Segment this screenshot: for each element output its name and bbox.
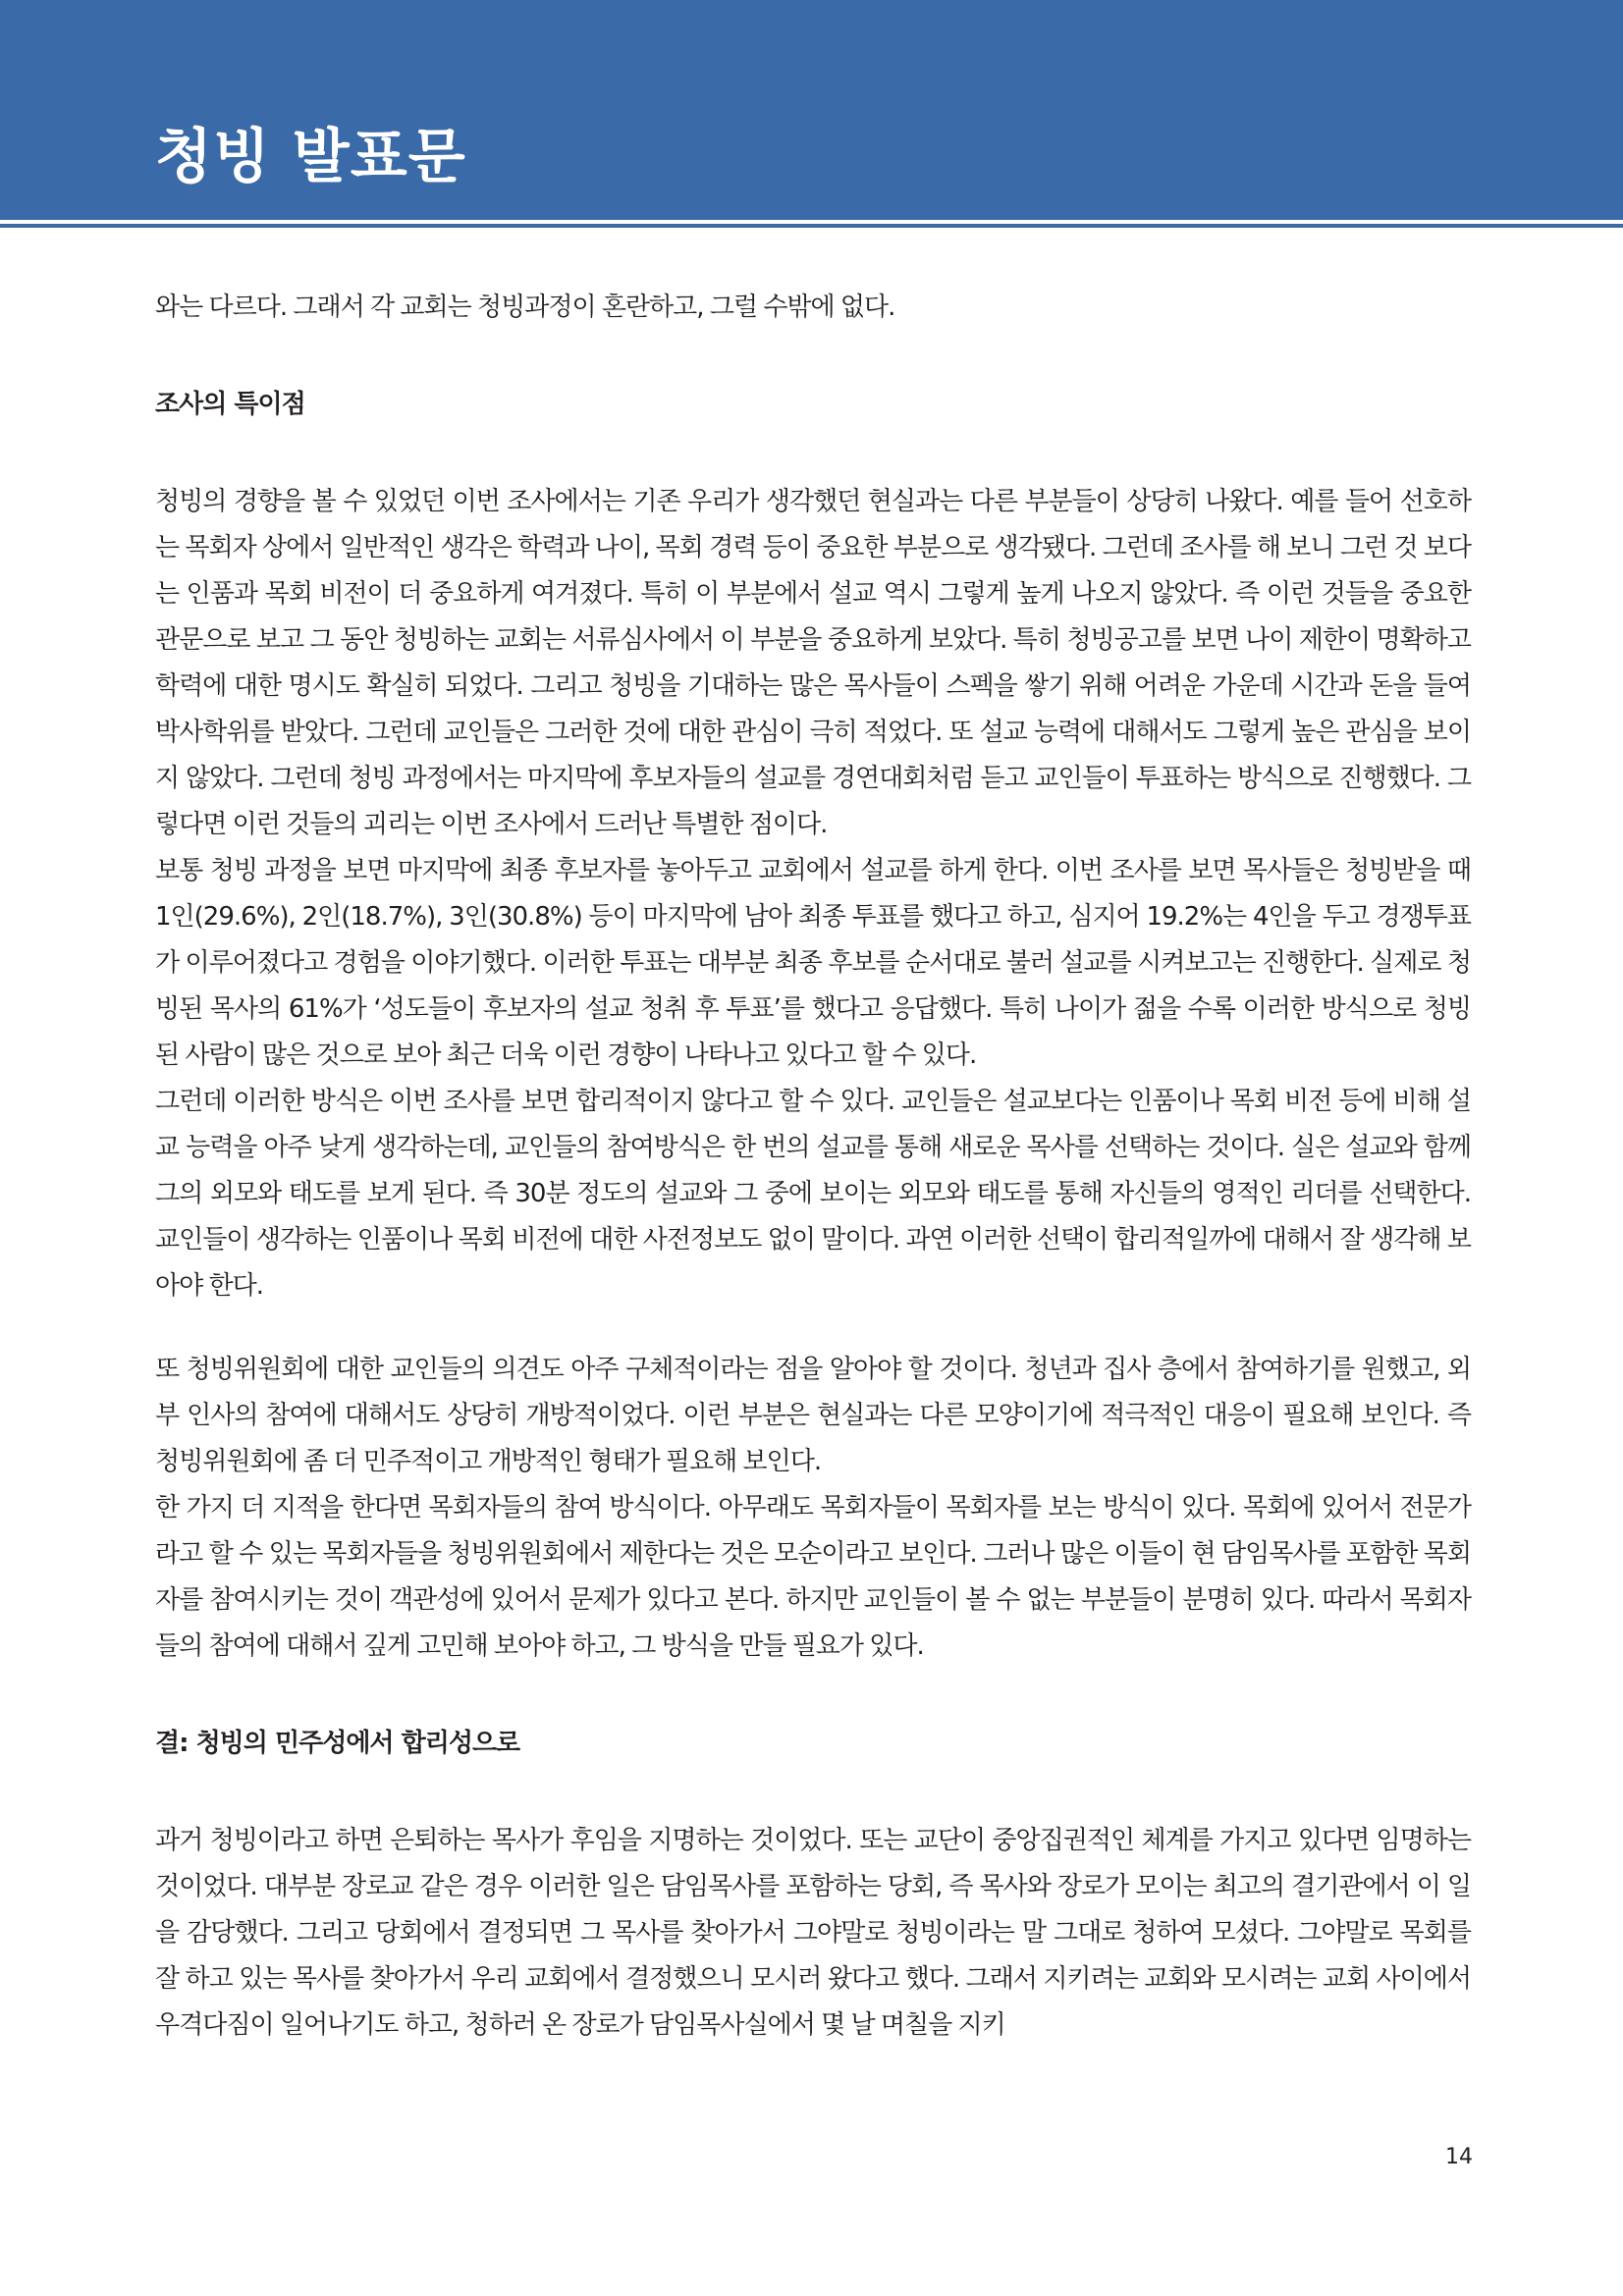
section-heading-conclusion: 결: 청빙의 민주성에서 합리성으로 bbox=[155, 1729, 520, 1758]
paragraph: 과거 청빙이라고 하면 은퇴하는 목사가 후임을 지명하는 것이었다. 또는 교단이 중앙집권적인 체계를 가지고 있다면 임명하는 것이었다. 대부분 장로교 같은 경우 이러한 일은 담임목사를 포함하는 당회, 즉 목사와 장로가 모이는 최고의 결기관에서 이 일을 감당했다. 그리고 당회에서 결정되면 그 목사를 찾아가서 그야말로 청빙이라는 말 그대로 청하여 모셨다. 그야말로 목회를 잘 하고 있는 목사를 찾아가서 우리 교회에서 결정했으니 모시러 왔다고 했다. 그래서 지키려는 교회와 모시려는 교회 사이에서 우격다짐이 일어나기도 하고, 청하러 온 장로가 담임목사실에서 몇 날 며칠을 지키 bbox=[155, 1826, 1471, 2040]
paragraph: 한 가지 더 지적을 한다면 목회자들의 참여 방식이다. 아무래도 목회자들이 목회자를 보는 방식이 있다. 목회에 있어서 전문가라고 할 수 있는 목회자들을 청빙위원회에서 제한다는 것은 모순이라고 보인다. 그러나 많은 이들이 현 담임목사를 포함한 목회자를 참여시키는 것이 객관성에 있어서 문제가 있다고 본다. 하지만 교인들이 볼 수 없는 부분들이 분명히 있다. 따라서 목회자들의 참여에 대해서 깊게 고민해 보아야 하고, 그 방식을 만들 필요가 있다. bbox=[155, 1493, 1471, 1661]
page-number: 14 bbox=[1445, 2145, 1473, 2169]
page-title: 청빙 발표문 bbox=[155, 123, 466, 191]
header-divider-thin bbox=[0, 224, 1623, 228]
paragraph: 그런데 이러한 방식은 이번 조사를 보면 합리적이지 않다고 할 수 있다. 교인들은 설교보다는 인품이나 목회 비전 등에 비해 설교 능력을 아주 낮게 생각하는데, 교인들의 참여방식은 한 번의 설교를 통해 새로운 목사를 선택하는 것이다. 실은 설교와 함께 그의 외모와 태도를 보게 된다. 즉 30분 정도의 설교와 그 중에 보이는 외모와 태도를 통해 자신들의 영적인 리더를 선택한다. 교인들이 생각하는 인품이나 목회 비전에 대한 사전정보도 없이 말이다. 과연 이러한 선택이 합리적일까에 대해서 잘 생각해 보아야 한다. bbox=[155, 1087, 1471, 1301]
header-band bbox=[0, 0, 1623, 212]
document-body bbox=[155, 285, 1471, 2049]
paragraph: 또 청빙위원회에 대한 교인들의 의견도 아주 구체적이라는 점을 알아야 할 것이다. 청년과 집사 층에서 참여하기를 원했고, 외부 인사의 참여에 대해서도 상당히 개방적이었다. 이런 부분은 현실과는 다른 모양이기에 적극적인 대응이 필요해 보인다. 즉 청빙위원회에 좀 더 민주적이고 개방적인 형태가 필요해 보인다. bbox=[155, 1355, 1471, 1476]
intro-line: 와는 다르다. 그래서 각 교회는 청빙과정이 혼란하고, 그럴 수밖에 없다. bbox=[155, 293, 895, 322]
section-heading-findings: 조사의 특이점 bbox=[155, 390, 305, 419]
paragraph: 보통 청빙 과정을 보면 마지막에 최종 후보자를 놓아두고 교회에서 설교를 하게 한다. 이번 조사를 보면 목사들은 청빙받을 때 1인(29.6%), 2인(18.7%), 3인(30.8%) 등이 마지막에 남아 최종 투표를 했다고 하고, 심지어 19.2%는 4인을 두고 경쟁투표가 이루어졌다고 경험을 이야기했다. 이러한 투표는 대부분 최종 후보를 순서대로 불러 설교를 시켜보고는 진행한다. 실제로 청빙된 목사의 61%가 ‘성도들이 후보자의 설교 청취 후 투표’를 했다고 응답했다. 특히 나이가 젊을 수록 이러한 방식으로 청빙된 사람이 많은 것으로 보아 최근 더욱 이런 경향이 나타나고 있다고 할 수 있다. bbox=[155, 856, 1471, 1070]
header-divider-thick bbox=[0, 212, 1623, 220]
paragraph: 청빙의 경향을 볼 수 있었던 이번 조사에서는 기존 우리가 생각했던 현실과는 다른 부분들이 상당히 나왔다. 예를 들어 선호하는 목회자 상에서 일반적인 생각은 학력과 나이, 목회 경력 등이 중요한 부분으로 생각됐다. 그런데 조사를 해 보니 그런 것 보다는 인품과 목회 비전이 더 중요하게 여겨졌다. 특히 이 부분에서 설교 역시 그렇게 높게 나오지 않았다. 즉 이런 것들을 중요한 관문으로 보고 그 동안 청빙하는 교회는 서류심사에서 이 부분을 중요하게 보았다. 특히 청빙공고를 보면 나이 제한이 명확하고 학력에 대한 명시도 확실히 되었다. 그리고 청빙을 기대하는 많은 목사들이 스펙을 쌓기 위해 어려운 가운데 시간과 돈을 들여 박사학위를 받았다. 그런데 교인들은 그러한 것에 대한 관심이 극히 적었다. 또 설교 능력에 대해서도 그렇게 높은 관심을 보이지 않았다. 그런데 청빙 과정에서는 마지막에 후보자들의 설교를 경연대회처럼 듣고 교인들이 투표하는 방식으로 진행했다. 그렇다면 이런 것들의 괴리는 이번 조사에서 드러난 특별한 점이다. bbox=[155, 487, 1471, 839]
